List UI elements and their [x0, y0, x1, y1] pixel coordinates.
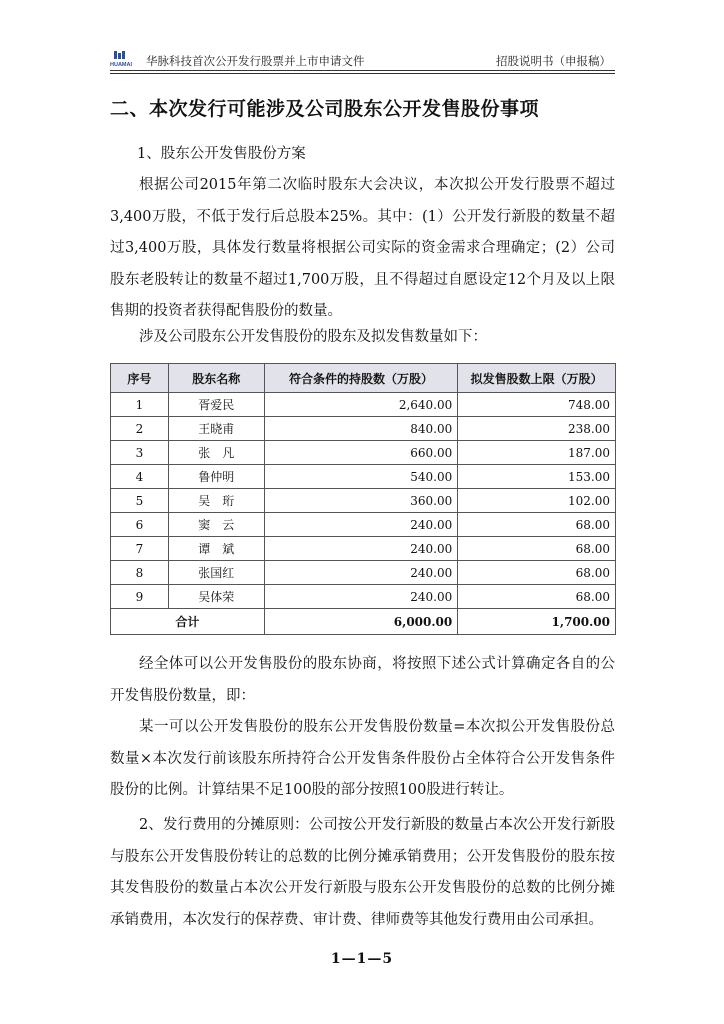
row-limit: 153.00 [458, 465, 616, 489]
page-number: 1—1—5 [330, 951, 394, 967]
row-no: 5 [111, 489, 169, 513]
table-row [111, 561, 616, 585]
table-row [111, 465, 616, 489]
table-row [111, 537, 616, 561]
row-holding: 240.00 [264, 537, 458, 561]
row-limit: 68.00 [458, 513, 616, 537]
shareholder-table [110, 363, 616, 635]
company-logo [110, 51, 144, 67]
total-holding: 6,000.00 [264, 609, 458, 635]
row-limit: 748.00 [458, 393, 616, 417]
row-holding: 240.00 [264, 513, 458, 537]
row-name: 张 凡 [168, 441, 264, 465]
row-no: 2 [111, 417, 169, 441]
row-holding: 360.00 [264, 489, 458, 513]
row-name: 谭 斌 [168, 537, 264, 561]
row-holding: 540.00 [264, 465, 458, 489]
section-title: 二、本次发行可能涉及公司股东公开发售股份事项 [110, 98, 540, 120]
row-holding: 840.00 [264, 417, 458, 441]
row-holding: 240.00 [264, 561, 458, 585]
table-row [111, 393, 616, 417]
row-limit: 187.00 [458, 441, 616, 465]
table-row [111, 489, 616, 513]
document-header [110, 51, 615, 69]
table-row [111, 417, 616, 441]
row-no: 6 [111, 513, 169, 537]
column-header-name: 股东名称 [168, 364, 264, 393]
row-no: 8 [111, 561, 169, 585]
header-divider-secondary [110, 73, 615, 74]
row-limit: 102.00 [458, 489, 616, 513]
row-name: 张国红 [168, 561, 264, 585]
paragraph-negotiation: 经全体可以公开发售股份的股东协商，将按照下述公式计算确定各自的公开发售股份数量，即： [110, 656, 615, 704]
row-no: 3 [111, 441, 169, 465]
row-name: 窦 云 [168, 513, 264, 537]
logo-text: HUAMAI [110, 62, 132, 67]
row-holding: 660.00 [264, 441, 458, 465]
paragraph-fee-allocation: 2、发行费用的分摊原则：公司按公开发行新股的数量占本次公开发行新股与股东公开发售股份转让的总数的比例分摊承销费用；公开发售股份的股东按其发售股份的数量占本次公开发行新股与股东公开发售股份的总数的比例分摊承销费用，本次发行的保荐费、审计费、律师费等其他发行费用由公司承担。 [110, 817, 615, 928]
row-no: 1 [111, 393, 169, 417]
row-name: 吴 珩 [168, 489, 264, 513]
row-name: 吴体荣 [168, 585, 264, 609]
header-document-type: 招股说明书（申报稿） [496, 54, 611, 68]
header-divider [110, 70, 615, 71]
row-no: 7 [111, 537, 169, 561]
row-name: 王晓甫 [168, 417, 264, 441]
row-holding: 2,640.00 [264, 393, 458, 417]
row-holding: 240.00 [264, 585, 458, 609]
row-limit: 68.00 [458, 585, 616, 609]
table-row [111, 441, 616, 465]
row-name: 胥爱民 [168, 393, 264, 417]
header-document-title: 华脉科技首次公开发行股票并上市申请文件 [146, 54, 365, 68]
paragraph-formula: 某一可以公开发售股份的股东公开发售股份数量=本次拟公开发售股份总数量×本次发行前该股东所持符合公开发售条件股份占全体符合公开发售条件股份的比例。计算结果不足100股的部分按照100股进行转让。 [110, 719, 615, 798]
row-limit: 238.00 [458, 417, 616, 441]
table-header-row [111, 364, 616, 393]
table-total-row [111, 609, 616, 635]
total-label: 合计 [111, 609, 265, 635]
row-limit: 68.00 [458, 561, 616, 585]
column-header-limit: 拟发售股数上限（万股） [458, 364, 616, 393]
table-row [111, 585, 616, 609]
column-header-no: 序号 [111, 364, 169, 393]
row-limit: 68.00 [458, 537, 616, 561]
paragraph-table-intro: 涉及公司股东公开发售股份的股东及拟发售数量如下： [139, 329, 487, 345]
row-no: 4 [111, 465, 169, 489]
row-no: 9 [111, 585, 169, 609]
paragraph-issuance-plan: 根据公司2015年第二次临时股东大会决议，本次拟公开发行股票不超过3,400万股，不低于发行后总股本25%。其中：(1）公开发行新股的数量不超过3,400万股，具体发行数量将根据公司实际的资金需求合理确定；(2）公司股东老股转让的数量不超过1,700万股，且不得超过自愿设定12个月及以上限售期的投资者获得配售股份的数量。 [110, 177, 615, 319]
subsection-title: 1、股东公开发售股份方案 [137, 146, 306, 162]
column-header-holding: 符合条件的持股数（万股） [264, 364, 458, 393]
row-name: 鲁仲明 [168, 465, 264, 489]
table-row [111, 513, 616, 537]
total-limit: 1,700.00 [458, 609, 616, 635]
